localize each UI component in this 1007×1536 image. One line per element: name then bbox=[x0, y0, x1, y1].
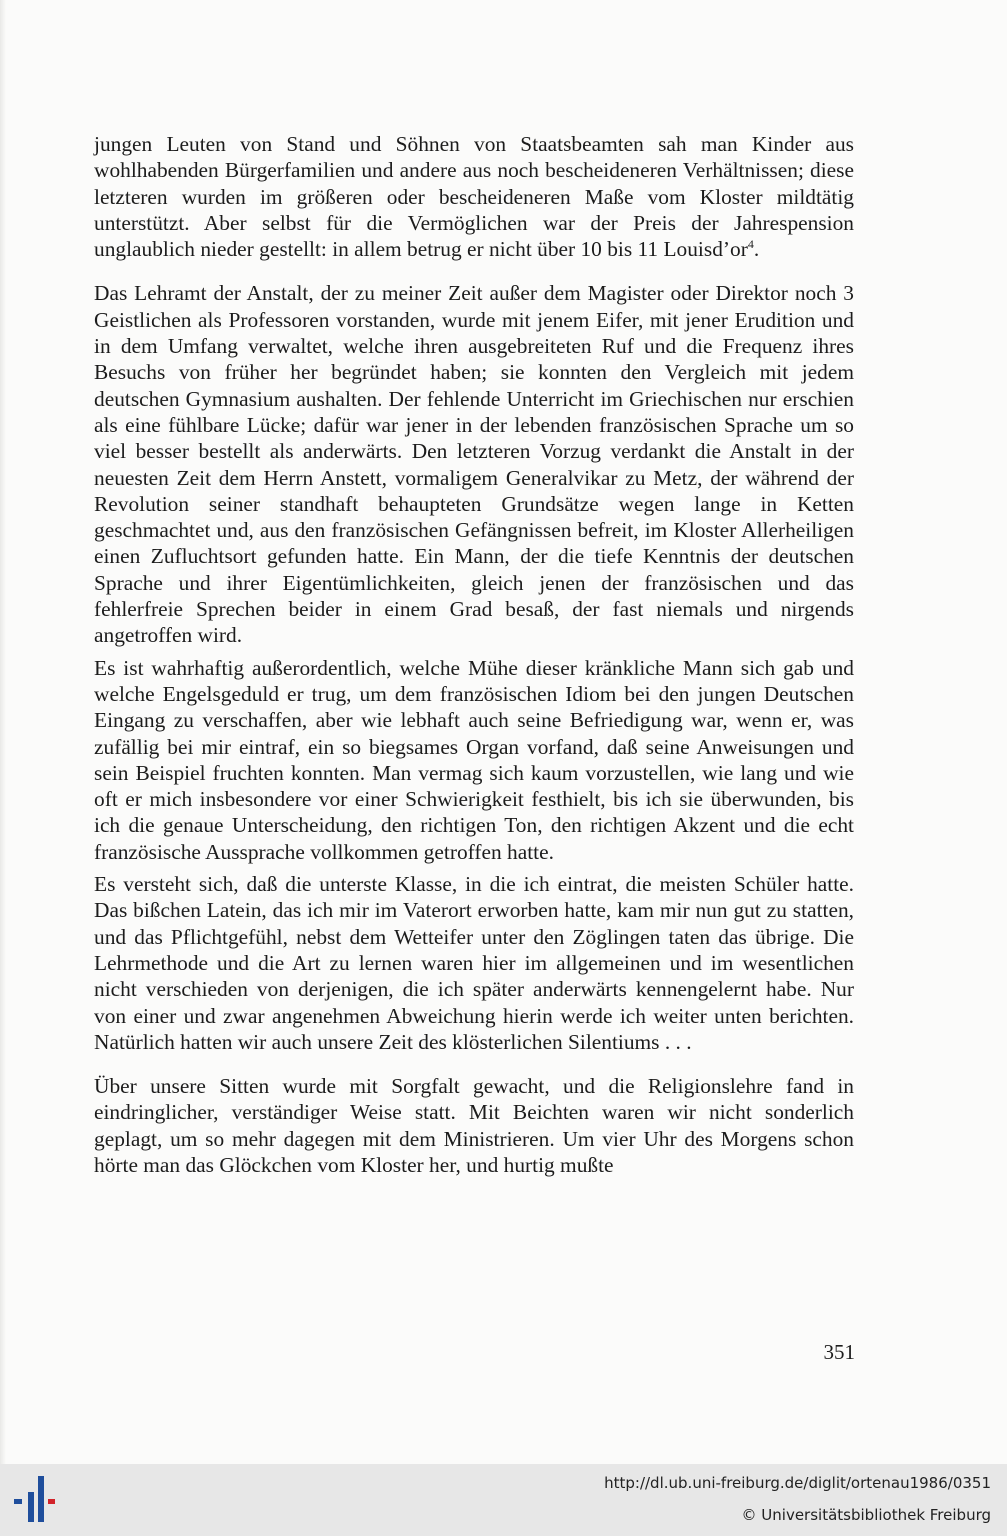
paragraph-1: jungen Leuten von Stand und Söhnen von Staatsbeamten sah man Kinder aus wohlhabenden Bürgerfamilien und andere aus noch bescheideneren Verhältnissen; diese letzteren wurden im größeren oder bescheideneren Maße vom Kloster mildtätig unterstützt. Aber selbst für die Vermöglichen war der Preis der Jahrespension unglaublich nieder gestellt: in allem betrug er nicht über 10 bis 11 $Louisd’or^4$. bbox=[94, 132, 854, 262]
copyright-notice: © Universitätsbibliothek Freiburg bbox=[741, 1506, 991, 1524]
document-body bbox=[94, 131, 854, 1178]
paragraph-2: Das Lehramt der Anstalt, der zu meiner Zeit außer dem Magister oder Direktor noch 3 Geistlichen als Professoren vorstanden, wurde mit jenem Eifer, mit jener Erudition und in dem Umfang verwaltet, welche ihren ausgebreiteten Ruf und die Frequenz ihres Besuchs von früher her begründet haben; sie konnten den Vergleich mit jedem deutschen Gymnasium aushalten. Der fehlende Unterricht im Griechischen nur erschien als eine fühlbare Lücke; dafür war jener in der lebenden französischen Sprache um so viel besser bestellt als anderwärts. Den letzteren Vorzug verdankt die Anstalt in der neuesten Zeit dem Herrn Anstett, vormaligem Generalvikar zu Metz, der während der Revolution seiner standhaft behaupteten Grundsätze wegen lange in Ketten geschmachtet und, aus den französischen Gefängnissen befreit, im Kloster Allerheiligen einen Zufluchtsort gefunden hatte. Ein Mann, der die tiefe Kenntnis der deutschen Sprache und ihrer Eigentümlichkeiten, gleich jenen der französischen und das fehlerfreie Sprechen beider in einem Grad besaß, der fast niemals und nirgends angetroffen wird. bbox=[94, 281, 854, 648]
permalink-url[interactable]: http://dl.ub.uni-freiburg.de/diglit/ortenau1986/0351 bbox=[604, 1474, 991, 1492]
page-edge bbox=[0, 0, 6, 1464]
paragraph-3: Es ist wahrhaftig außerordentlich, welche Mühe dieser kränkliche Mann sich gab und welche Engelsgeduld er trug, um dem französischen Idiom bei den jungen Deutschen Eingang zu verschaffen, aber wie lebhaft auch seine Befriedigung war, wenn er, was zufällig bei mir eintraf, ein so biegsames Organ vorfand, daß seine Anweisungen und sein Beispiel fruchten konnten. Man vermag sich kaum vorzustellen, wie lang und wie oft er mich insbesondere vor einer Schwierigkeit festhielt, bis ich sie überwunden, bis ich die genaue Unterscheidung, den richtigen Ton, den richtigen Akzent und die echt französische Aussprache vollkommen getroffen hatte. bbox=[94, 655, 854, 864]
ub-freiburg-logo-icon[interactable] bbox=[14, 1474, 64, 1526]
paragraph-5: Über unsere Sitten wurde mit Sorgfalt gewacht, und die Religionslehre fand in eindringlicher, verständiger Weise statt. Mit Beichten waren wir nicht sonderlich geplagt, um so mehr dagegen mit dem Ministrieren. Um vier Uhr des Morgens schon hörte man das Glöckchen vom Kloster her, und hurtig mußte bbox=[94, 1074, 854, 1177]
page-number: 351 bbox=[823, 1340, 855, 1364]
footnote-marker[interactable]: 4 bbox=[747, 237, 754, 252]
paragraph-4: Es versteht sich, daß die unterste Klasse, in die ich eintrat, die meisten Schüler hatte. Das bißchen Latein, das ich mir im Vaterort erworben hatte, kam mir nun gut zu statten, und das Pflichtgefühl, nebst dem Wetteifer unter den Zöglingen taten das übrige. Die Lehrmethode und die Art zu lernen waren hier im allgemeinen und im wesentlichen nicht verschieden von derjenigen, die ich später anderwärts kennengelernt habe. Nur von einer und zwar angenehmen Abweichung hierin werde ich weiter unten berichten. Natürlich hatten wir auch unsere Zeit des klösterlichen Silentiums . . . bbox=[94, 872, 854, 1054]
footer-bar bbox=[0, 1464, 1007, 1536]
